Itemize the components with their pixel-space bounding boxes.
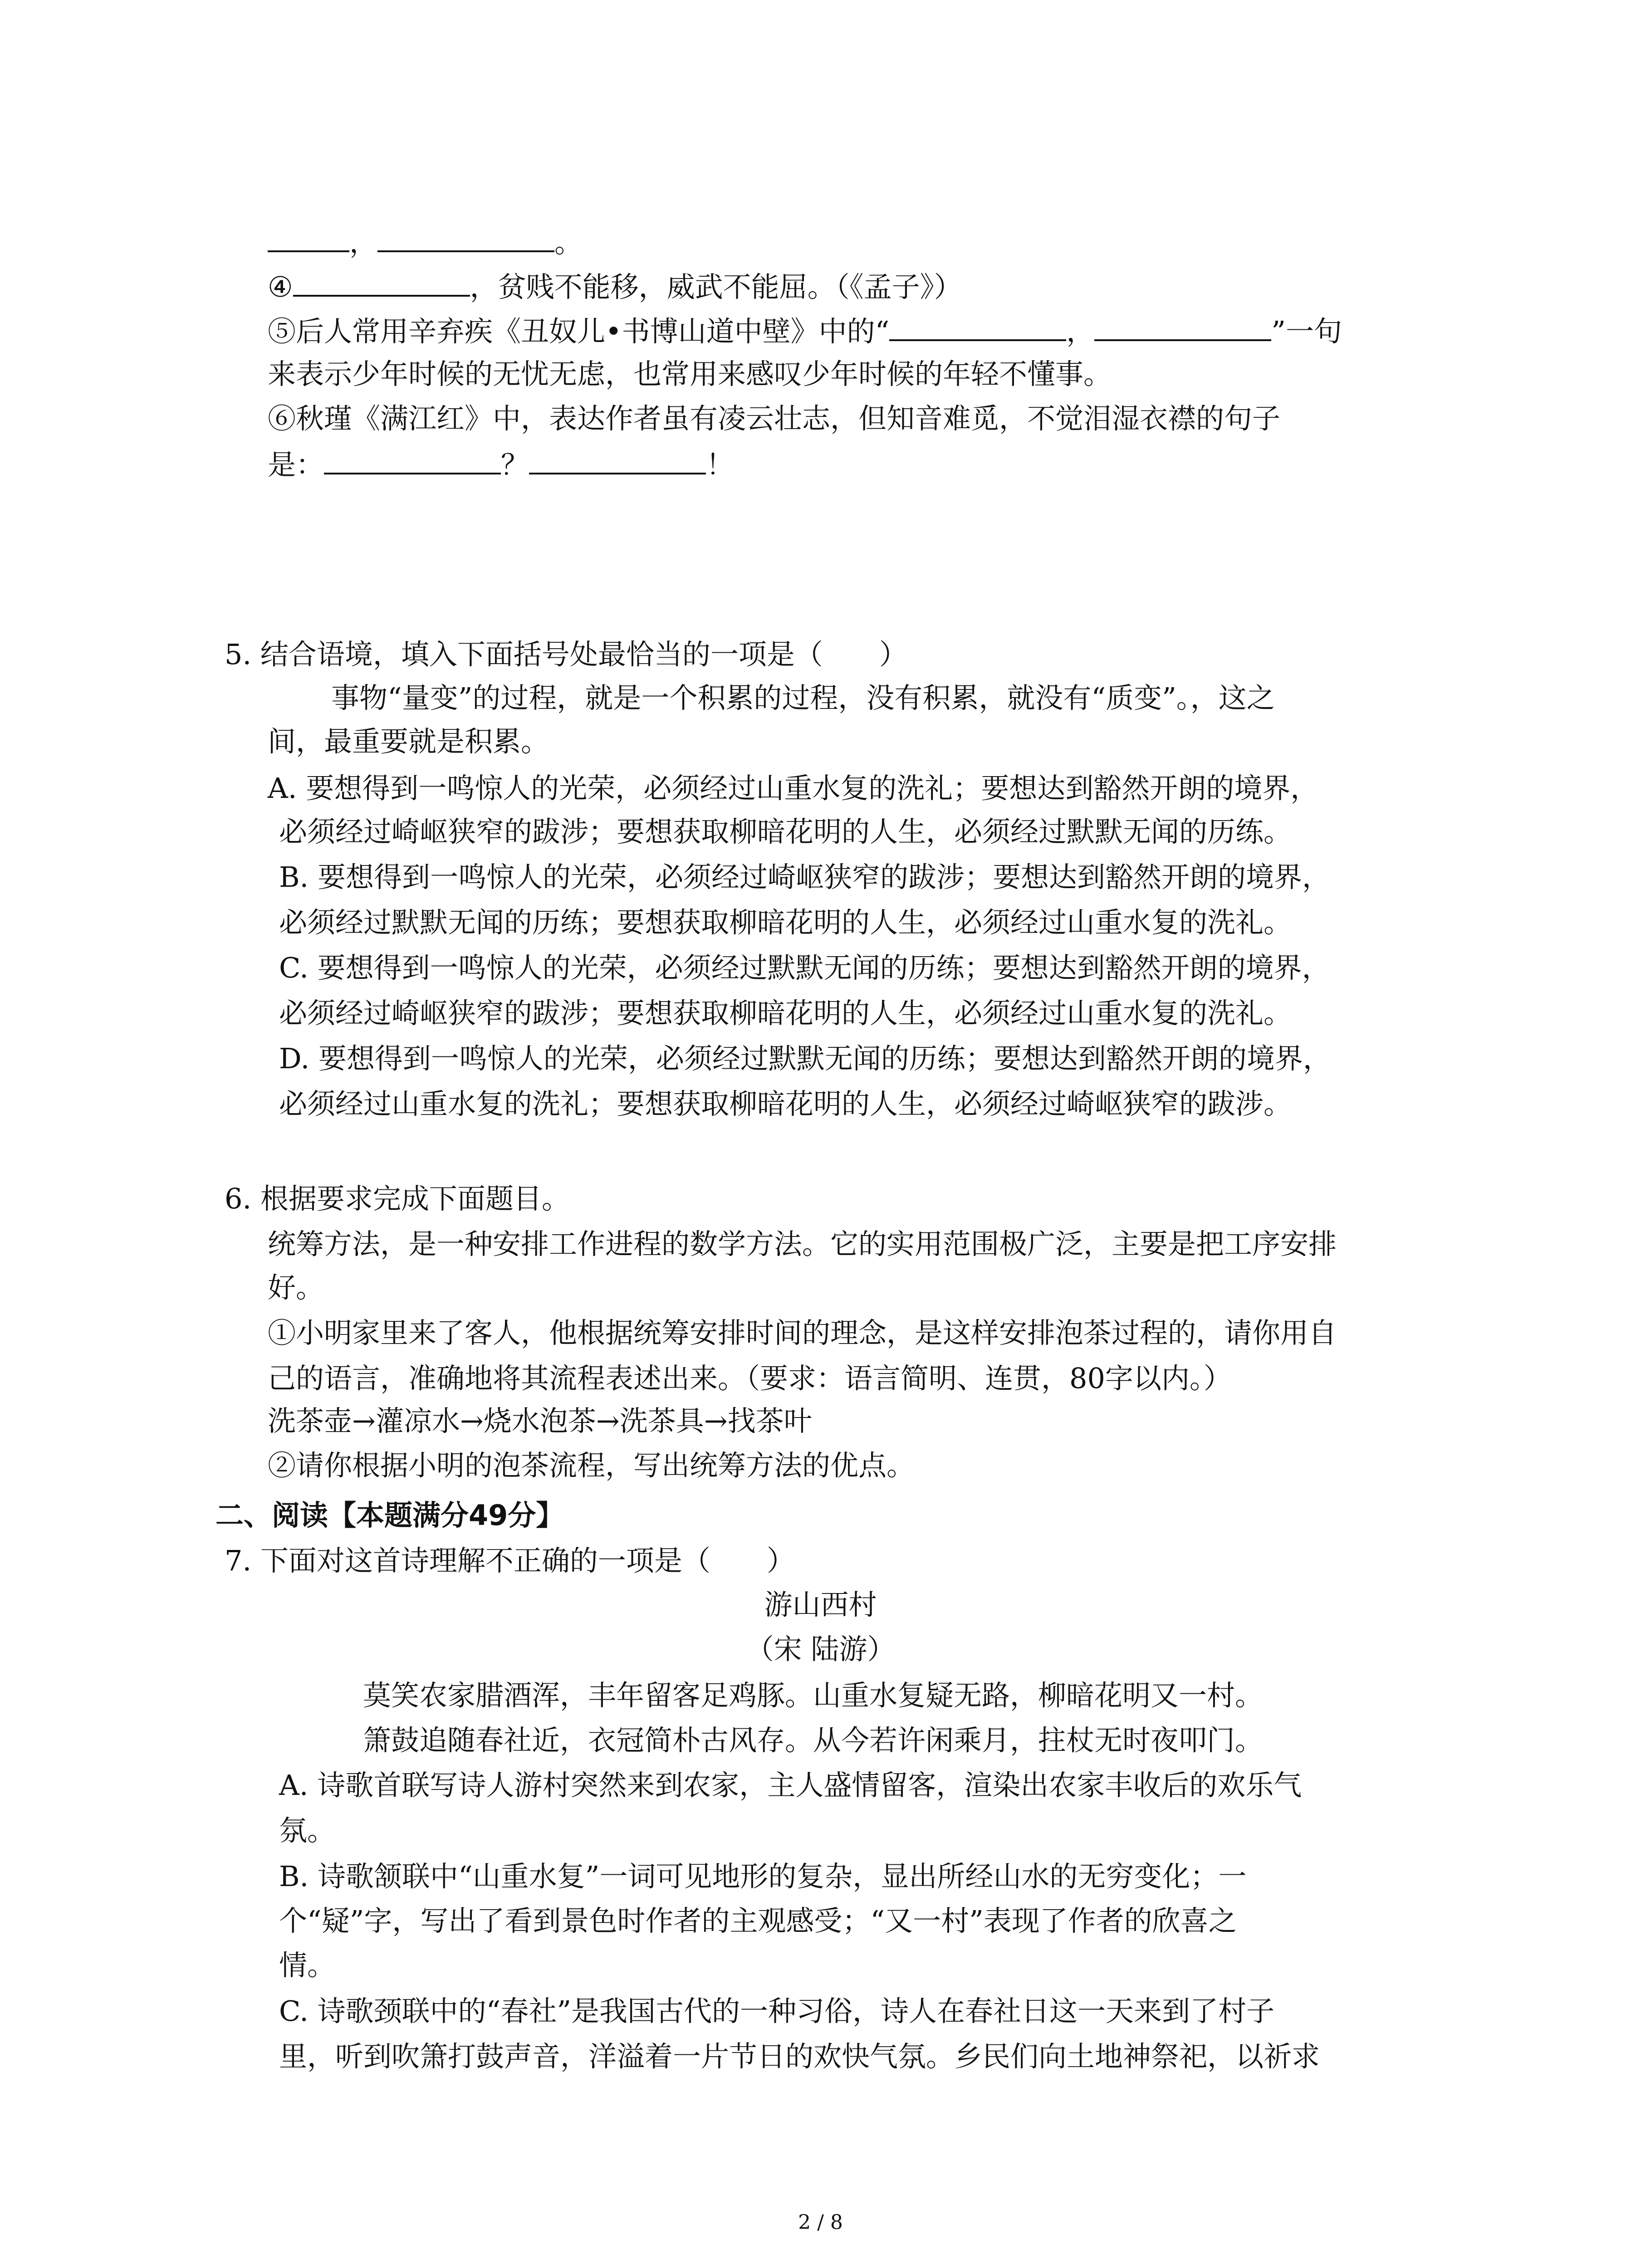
q5-option-d-line1: D. 要想得到一鸣惊人的光荣，必须经过默默无闻的历练；要想达到豁然开朗的境界， xyxy=(279,1042,1331,1075)
q5-option-c-line2: 必须经过崎岖狭窄的跋涉；要想获取柳暗花明的人生，必须经过山重水复的洗礼。 xyxy=(279,997,1292,1030)
q4-item6-line1: ⑥秋瑾《满江红》中，表达作者虽有凌云壮志，但知音难觅，不觉泪湿衣襟的句子 xyxy=(268,402,1281,435)
q5-option-b-line1: B. 要想得到一鸣惊人的光荣，必须经过崎岖狭窄的跋涉；要想达到豁然开朗的境界， xyxy=(279,860,1330,894)
answer-blank xyxy=(268,227,349,252)
text: ，贫贱不能移，威武不能屈。（《孟子》） xyxy=(470,270,962,303)
q5-option-a-line1: A. 要想得到一鸣惊人的光荣，必须经过山重水复的洗礼；要想达到豁然开朗的境界， xyxy=(268,772,1319,805)
q4-item5-line1 xyxy=(268,316,1342,346)
q4-item5-line2: 来表示少年时候的无忧无虑，也常用来感叹少年时候的年轻不懂事。 xyxy=(268,357,1112,391)
text: ⑤后人常用辛弃疾《丑奴儿•书博山道中壁》中的“ xyxy=(268,315,890,348)
q7-option-b-line3: 情。 xyxy=(279,1949,336,1982)
answer-blank xyxy=(377,227,554,252)
text: ？ xyxy=(501,448,529,481)
page-number: 2 / 8 xyxy=(798,2211,843,2234)
text: ”一句 xyxy=(1271,315,1342,348)
poem-author: （宋 陆游） xyxy=(745,1633,896,1666)
q7-option-b-line2: 个“疑”字，写出了看到景色时作者的主观感受；“又一村”表现了作者的欣喜之 xyxy=(279,1904,1237,1937)
text: ， xyxy=(349,226,378,259)
section-title: 二、阅读【本题满分49分】 xyxy=(216,1499,564,1532)
text: ！ xyxy=(706,448,735,481)
q6-sub1-line2: 己的语言，准确地将其流程表述出来。（要求：语言简明、连贯，80字以内。） xyxy=(268,1362,1232,1395)
q7-stem: 7. 下面对这首诗理解不正确的一项是（ ） xyxy=(225,1544,795,1577)
answer-blank xyxy=(889,316,1066,341)
answer-blank xyxy=(1094,316,1271,341)
q5-passage-line2: 间，最重要就是积累。 xyxy=(268,725,549,758)
answer-blank xyxy=(293,271,470,297)
q6-stem: 6. 根据要求完成下面题目。 xyxy=(225,1182,570,1215)
q7-option-c-line1: C. 诗歌颈联中的“春社”是我国古代的一种习俗，诗人在春社日这一天来到了村子 xyxy=(279,1994,1275,2028)
q4-line1 xyxy=(268,227,583,257)
q6-intro-line2: 好。 xyxy=(268,1271,324,1304)
answer-blank xyxy=(324,449,501,474)
poem-line1: 莫笑农家腊酒浑，丰年留客足鸡豚。山重水复疑无路，柳暗花明又一村。 xyxy=(363,1679,1264,1712)
q4-item6-line2 xyxy=(268,449,734,479)
text: ， xyxy=(1066,315,1095,348)
q7-option-a-line2: 氛。 xyxy=(279,1814,336,1847)
q7-option-b-line1: B. 诗歌颔联中“山重水复”一词可见地形的复杂，显出所经山水的无穷变化；一 xyxy=(279,1860,1247,1893)
circled-number: ④ xyxy=(268,270,293,303)
poem-line2: 箫鼓追随春社近，衣冠简朴古风存。从今若许闲乘月，拄杖无时夜叩门。 xyxy=(363,1724,1264,1757)
q5-option-c-line1: C. 要想得到一鸣惊人的光荣，必须经过默默无闻的历练；要想达到豁然开朗的境界， xyxy=(279,951,1330,984)
q5-stem: 5. 结合语境，填入下面括号处最恰当的一项是（ ） xyxy=(225,638,907,671)
q7-option-a-line1: A. 诗歌首联写诗人游村突然来到农家，主人盛情留客，渲染出农家丰收后的欢乐气 xyxy=(279,1769,1302,1802)
q6-sub2: ②请你根据小明的泡茶流程，写出统筹方法的优点。 xyxy=(268,1449,915,1482)
poem-title: 游山西村 xyxy=(764,1588,877,1621)
text: 是： xyxy=(268,448,324,481)
answer-blank xyxy=(529,449,706,474)
q5-option-d-line2: 必须经过山重水复的洗礼；要想获取柳暗花明的人生，必须经过崎岖狭窄的跋涉。 xyxy=(279,1087,1292,1120)
q4-item4 xyxy=(268,271,962,301)
q5-option-a-line2: 必须经过崎岖狭窄的跋涉；要想获取柳暗花明的人生，必须经过默默无闻的历练。 xyxy=(279,815,1292,848)
q7-option-c-line2: 里，听到吹箫打鼓声音，洋溢着一片节日的欢快气氛。乡民们向土地神祭祀，以祈求 xyxy=(279,2040,1320,2073)
q6-intro-line1: 统筹方法，是一种安排工作进程的数学方法。它的实用范围极广泛，主要是把工序安排 xyxy=(268,1227,1337,1261)
q5-option-b-line2: 必须经过默默无闻的历练；要想获取柳暗花明的人生，必须经过山重水复的洗礼。 xyxy=(279,906,1292,939)
q6-sub1-line1: ①小明家里来了客人，他根据统筹安排时间的理念，是这样安排泡茶过程的，请你用自 xyxy=(268,1316,1337,1349)
q6-flow: 洗茶壶→灌凉水→烧水泡茶→洗茶具→找茶叶 xyxy=(268,1404,812,1437)
q5-passage-line1: 事物“量变”的过程，就是一个积累的过程，没有积累，就没有“质变”。，这之 xyxy=(331,681,1275,714)
text: 。 xyxy=(554,226,583,259)
